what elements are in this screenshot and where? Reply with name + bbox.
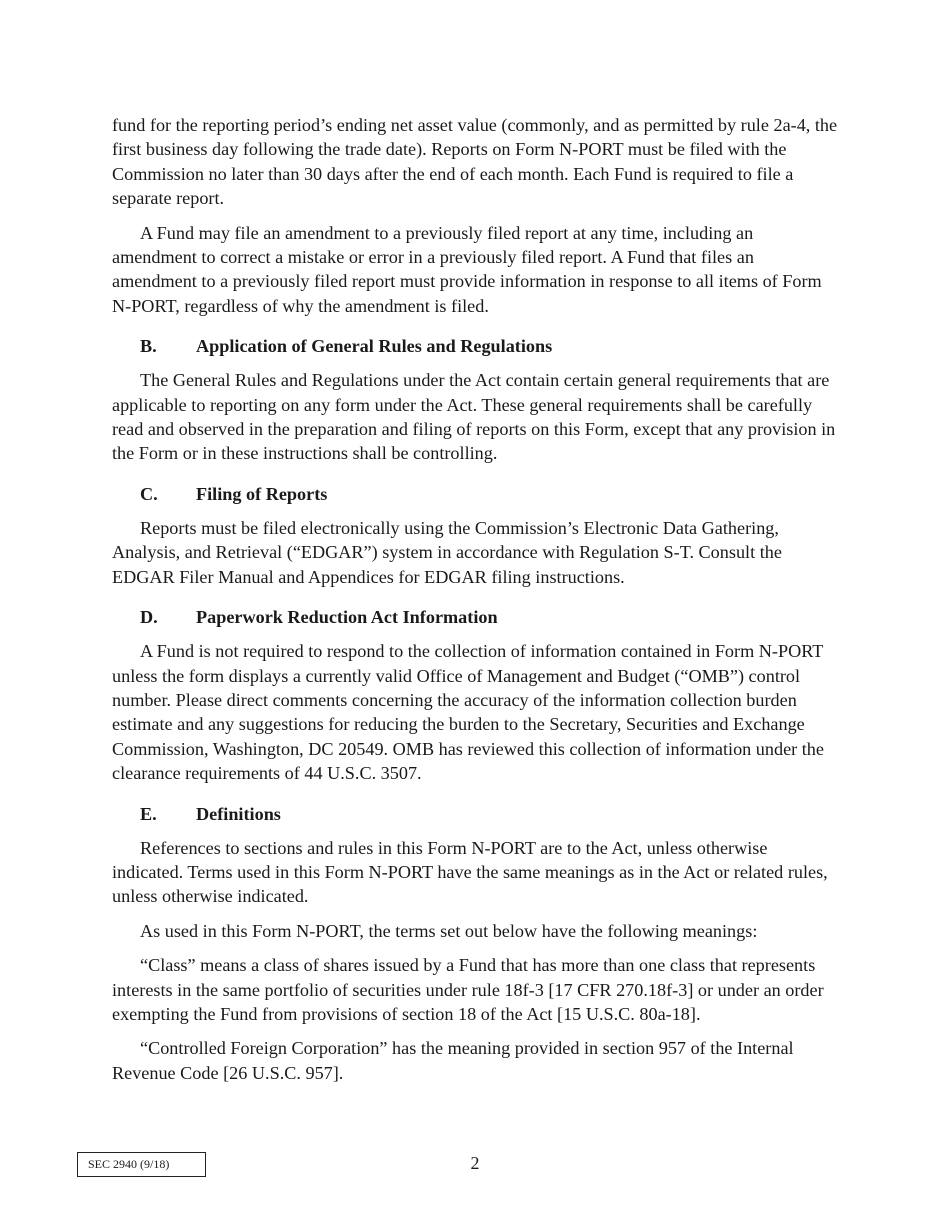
page-number: 2 — [470, 1153, 480, 1173]
section-title: Definitions — [196, 803, 281, 824]
section-heading-d — [140, 605, 840, 629]
section-letter: C. — [140, 483, 158, 504]
section-heading-c — [140, 482, 840, 506]
section-e-paragraph-2: As used in this Form N-PORT, the terms set out below have the following meanings: — [140, 920, 758, 941]
paragraph-continued: fund for the reporting period’s ending net asset value (commonly, and as permitted by rule 2a-4, the first business day following the trade date). Reports on Form N-PORT must be filed with the Commission no later than 30 days after the end of each month. Each Fund is required to file a separate report. — [112, 115, 838, 209]
form-code-box: SEC 2940 (9/18) — [77, 1152, 206, 1177]
section-c-paragraph: Reports must be filed electronically using the Commission’s Electronic Data Gathering, Analysis, and Retrieval (“EDGAR”) system in accordance with Regulation S-T. Consult the EDGAR Filer Manual and Appendices for EDGAR filing instructions. — [112, 517, 782, 587]
section-d-paragraph: A Fund is not required to respond to the collection of information contained in Form N-PORT unless the form displays a currently valid Office of Management and Budget (“OMB”) control number. Please direct comments concerning the accuracy of the information collection burden estimate and any suggestions for reducing the burden to the Secretary, Securities and Exchange Commission, Washington, DC 20549. OMB has reviewed this collection of information under the clearance requirements of 44 U.S.C. 3507. — [112, 641, 824, 784]
section-title: Application of General Rules and Regulations — [196, 336, 553, 357]
section-letter: E. — [140, 803, 157, 824]
document-body — [112, 113, 840, 1095]
section-heading-b — [140, 334, 840, 358]
definition-controlled-foreign-corporation: “Controlled Foreign Corporation” has the meaning provided in section 957 of the Internal Revenue Code [26 U.S.C. 957]. — [112, 1038, 794, 1083]
section-e-paragraph-1: References to sections and rules in this Form N-PORT are to the Act, unless otherwise indicated. Terms used in this Form N-PORT have the same meanings as in the Act or related rules, unless otherwise indicated. — [112, 837, 828, 907]
definition-class: “Class” means a class of shares issued by a Fund that has more than one class that represents interests in the same portfolio of securities under rule 18f-3 [17 CFR 270.18f-3] or under an order exempting the Fund from provisions of section 18 of the Act [15 U.S.C. 80a-18]. — [112, 955, 824, 1024]
section-heading-e — [140, 802, 840, 826]
section-title: Filing of Reports — [196, 483, 328, 504]
section-b-paragraph: The General Rules and Regulations under the Act contain certain general requirements that are applicable to reporting on any form under the Act. These general requirements shall be carefully read and observed in the preparation and filing of reports on this Form, except that any provision in the Form or in these instructions shall be controlling. — [112, 370, 836, 464]
section-title: Paperwork Reduction Act Information — [196, 607, 498, 628]
paragraph-amendment: A Fund may file an amendment to a previously filed report at any time, including an amendment to correct a mistake or error in a previously filed report. A Fund that files an amendment to a previously filed report must provide information in response to all items of Form N-PORT, regardless of why the amendment is filed. — [112, 222, 822, 316]
section-letter: D. — [140, 607, 158, 628]
section-letter: B. — [140, 336, 157, 357]
